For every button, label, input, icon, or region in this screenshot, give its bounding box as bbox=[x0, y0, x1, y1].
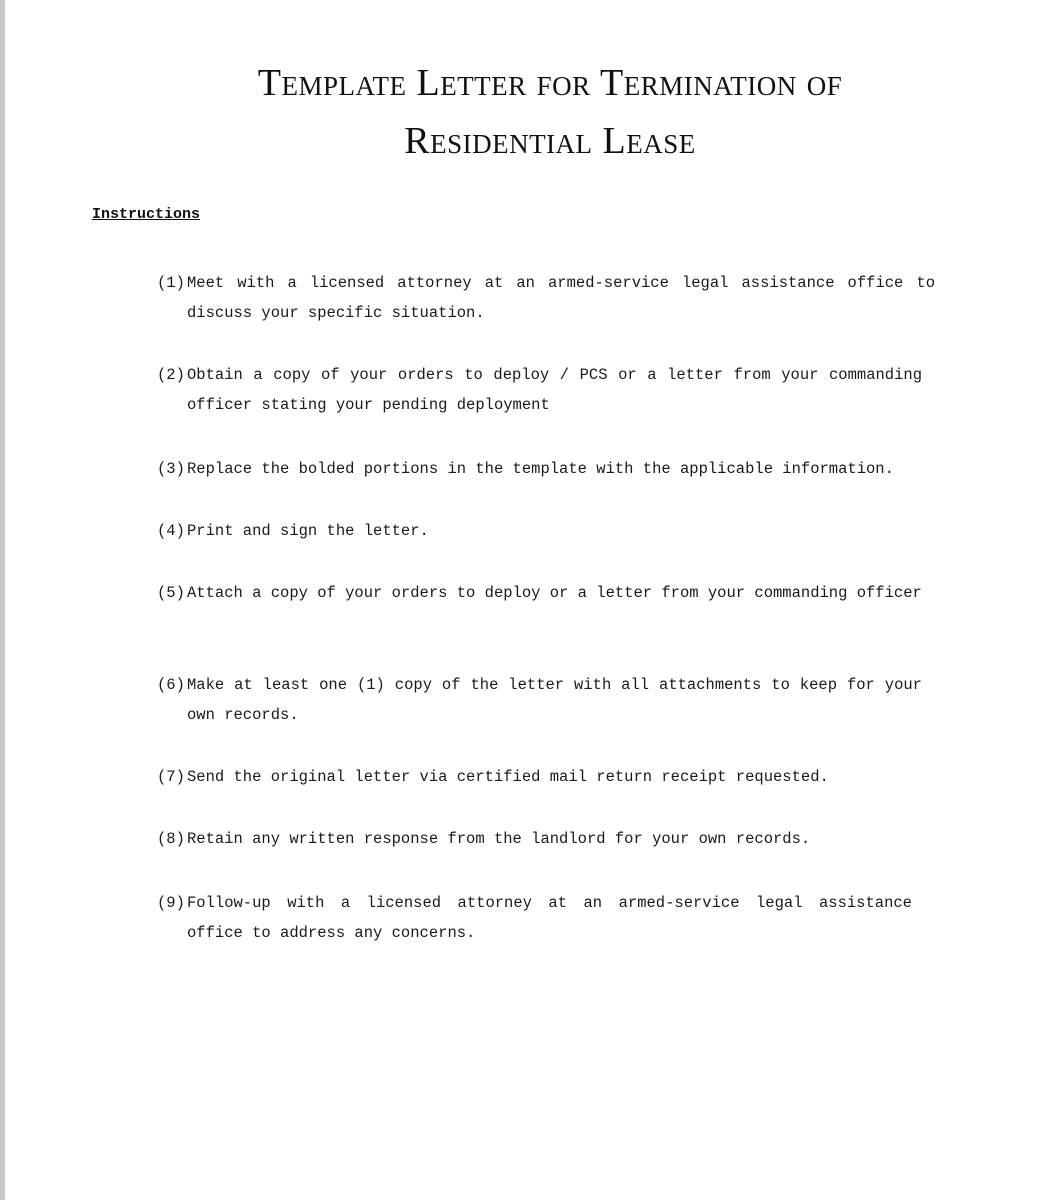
instruction-step-9 bbox=[157, 888, 912, 948]
step-text: Make at least one (1) copy of the letter with all attachments to keep for your own records. bbox=[187, 676, 922, 724]
step-number: (8) bbox=[157, 830, 185, 848]
step-number: (7) bbox=[157, 768, 185, 786]
step-text: Print and sign the letter. bbox=[187, 522, 429, 540]
step-number: (2) bbox=[157, 366, 185, 384]
step-text: Replace the bolded portions in the template with the applicable information. bbox=[187, 460, 894, 478]
instruction-step-8 bbox=[157, 824, 935, 854]
instruction-step-3 bbox=[157, 454, 967, 484]
step-text: Attach a copy of your orders to deploy or a letter from your commanding officer bbox=[187, 584, 922, 602]
step-number: (4) bbox=[157, 522, 185, 540]
step-number: (6) bbox=[157, 676, 185, 694]
instruction-step-5 bbox=[157, 578, 972, 608]
instruction-step-2 bbox=[157, 360, 922, 420]
instruction-step-6 bbox=[157, 670, 922, 730]
step-number: (3) bbox=[157, 460, 185, 478]
step-text: Send the original letter via certified mail return receipt requested. bbox=[187, 768, 829, 786]
document-title-line-1: Template Letter for Termination of bbox=[257, 62, 843, 104]
instruction-step-1 bbox=[157, 268, 935, 328]
instructions-heading: Instructions bbox=[92, 206, 201, 223]
instruction-step-7 bbox=[157, 762, 935, 792]
step-text: Follow-up with a licensed attorney at an armed-service legal assistance office to address any concerns. bbox=[187, 894, 912, 942]
step-text: Meet with a licensed attorney at an armed-service legal assistance office to discuss your specific situation. bbox=[187, 274, 935, 322]
step-text: Retain any written response from the landlord for your own records. bbox=[187, 830, 811, 848]
step-text: Obtain a copy of your orders to deploy / PCS or a letter from your commanding officer stating your pending deployment bbox=[187, 366, 922, 414]
step-number: (9) bbox=[157, 894, 185, 912]
step-number: (5) bbox=[157, 584, 185, 602]
instruction-step-4 bbox=[157, 516, 935, 546]
step-number: (1) bbox=[157, 274, 185, 292]
document-title-line-2: Residential Lease bbox=[404, 120, 696, 162]
